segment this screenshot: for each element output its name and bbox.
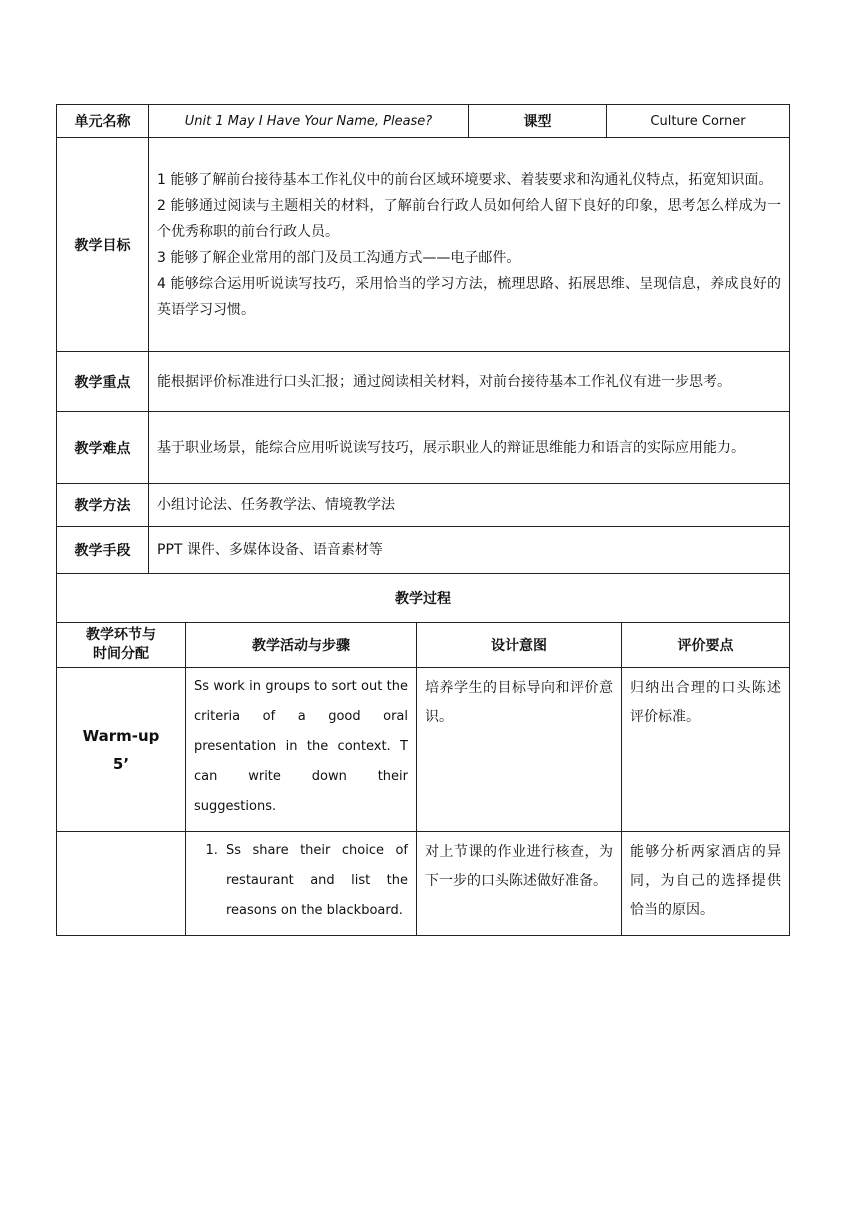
intent-cell: 培养学生的目标导向和评价意识。: [417, 668, 622, 832]
objective-item: 2 能够通过阅读与主题相关的材料，了解前台行政人员如何给人留下良好的印象，思考怎么样成为一个优秀称职的前台行政人员。: [157, 197, 781, 240]
info-table: [56, 104, 790, 574]
unit-value: Unit 1 May I Have Your Name, Please?: [149, 105, 469, 138]
header-row: [57, 105, 790, 138]
difficulties-row: [57, 412, 790, 484]
evaluation-cell: 能够分析两家酒店的异同，为自己的选择提供恰当的原因。: [622, 832, 790, 936]
type-value: Culture Corner: [607, 105, 790, 138]
lesson-plan-document: [56, 104, 789, 936]
key-points-label: 教学重点: [57, 352, 149, 412]
stage-name: Warm-up: [82, 726, 160, 745]
table-row: [57, 668, 790, 832]
process-title: 教学过程: [57, 574, 790, 623]
objective-item: 1 能够了解前台接待基本工作礼仪中的前台区域环境要求、着装要求和沟通礼仪特点，拓宽知识面。: [157, 171, 773, 188]
methods-row: [57, 484, 790, 527]
col-header-evaluation: 评价要点: [622, 623, 790, 668]
col-header-stage-line: 教学环节与: [86, 627, 156, 643]
objective-item: 4 能够综合运用听说读写技巧，采用恰当的学习方法，梳理思路、拓展思维、呈现信息，养成良好的英语学习习惯。: [157, 275, 781, 318]
intent-cell: 对上节课的作业进行核查，为下一步的口头陈述做好准备。: [417, 832, 622, 936]
evaluation-cell: 归纳出合理的口头陈述评价标准。: [622, 668, 790, 832]
unit-label: 单元名称: [57, 105, 149, 138]
type-label: 课型: [469, 105, 607, 138]
key-points-row: [57, 352, 790, 412]
stage-time: 5’: [112, 754, 130, 773]
means-label: 教学手段: [57, 527, 149, 574]
col-header-stage-line: 时间分配: [93, 646, 149, 662]
stage-cell: [57, 668, 186, 832]
objectives-row: [57, 138, 790, 352]
col-header-stage: [57, 623, 186, 668]
col-header-activity: 教学活动与步骤: [186, 623, 417, 668]
table-row: [57, 832, 790, 936]
difficulties-value: 基于职业场景，能综合应用听说读写技巧，展示职业人的辩证思维能力和语言的实际应用能力。: [149, 412, 790, 484]
stage-cell: [57, 832, 186, 936]
col-header-intent: 设计意图: [417, 623, 622, 668]
methods-label: 教学方法: [57, 484, 149, 527]
process-title-row: [57, 574, 790, 623]
activity-cell: Ss work in groups to sort out the criteria of a good oral presentation in the context. T can write down their suggestions.: [186, 668, 417, 832]
process-header-row: [57, 623, 790, 668]
means-value: PPT 课件、多媒体设备、语音素材等: [149, 527, 790, 574]
means-row: [57, 527, 790, 574]
activity-step: 1. Ss share their choice of restaurant and list the reasons on the blackboard.: [222, 836, 408, 926]
objectives-label: 教学目标: [57, 138, 149, 352]
methods-value: 小组讨论法、任务教学法、情境教学法: [149, 484, 790, 527]
activity-cell: [186, 832, 417, 936]
key-points-value: 能根据评价标准进行口头汇报；通过阅读相关材料，对前台接待基本工作礼仪有进一步思考。: [149, 352, 790, 412]
difficulties-label: 教学难点: [57, 412, 149, 484]
process-table: [56, 573, 790, 936]
objective-item: 3 能够了解企业常用的部门及员工沟通方式——电子邮件。: [157, 249, 521, 266]
activity-step-list: [194, 836, 408, 926]
objectives-content: [149, 138, 790, 352]
